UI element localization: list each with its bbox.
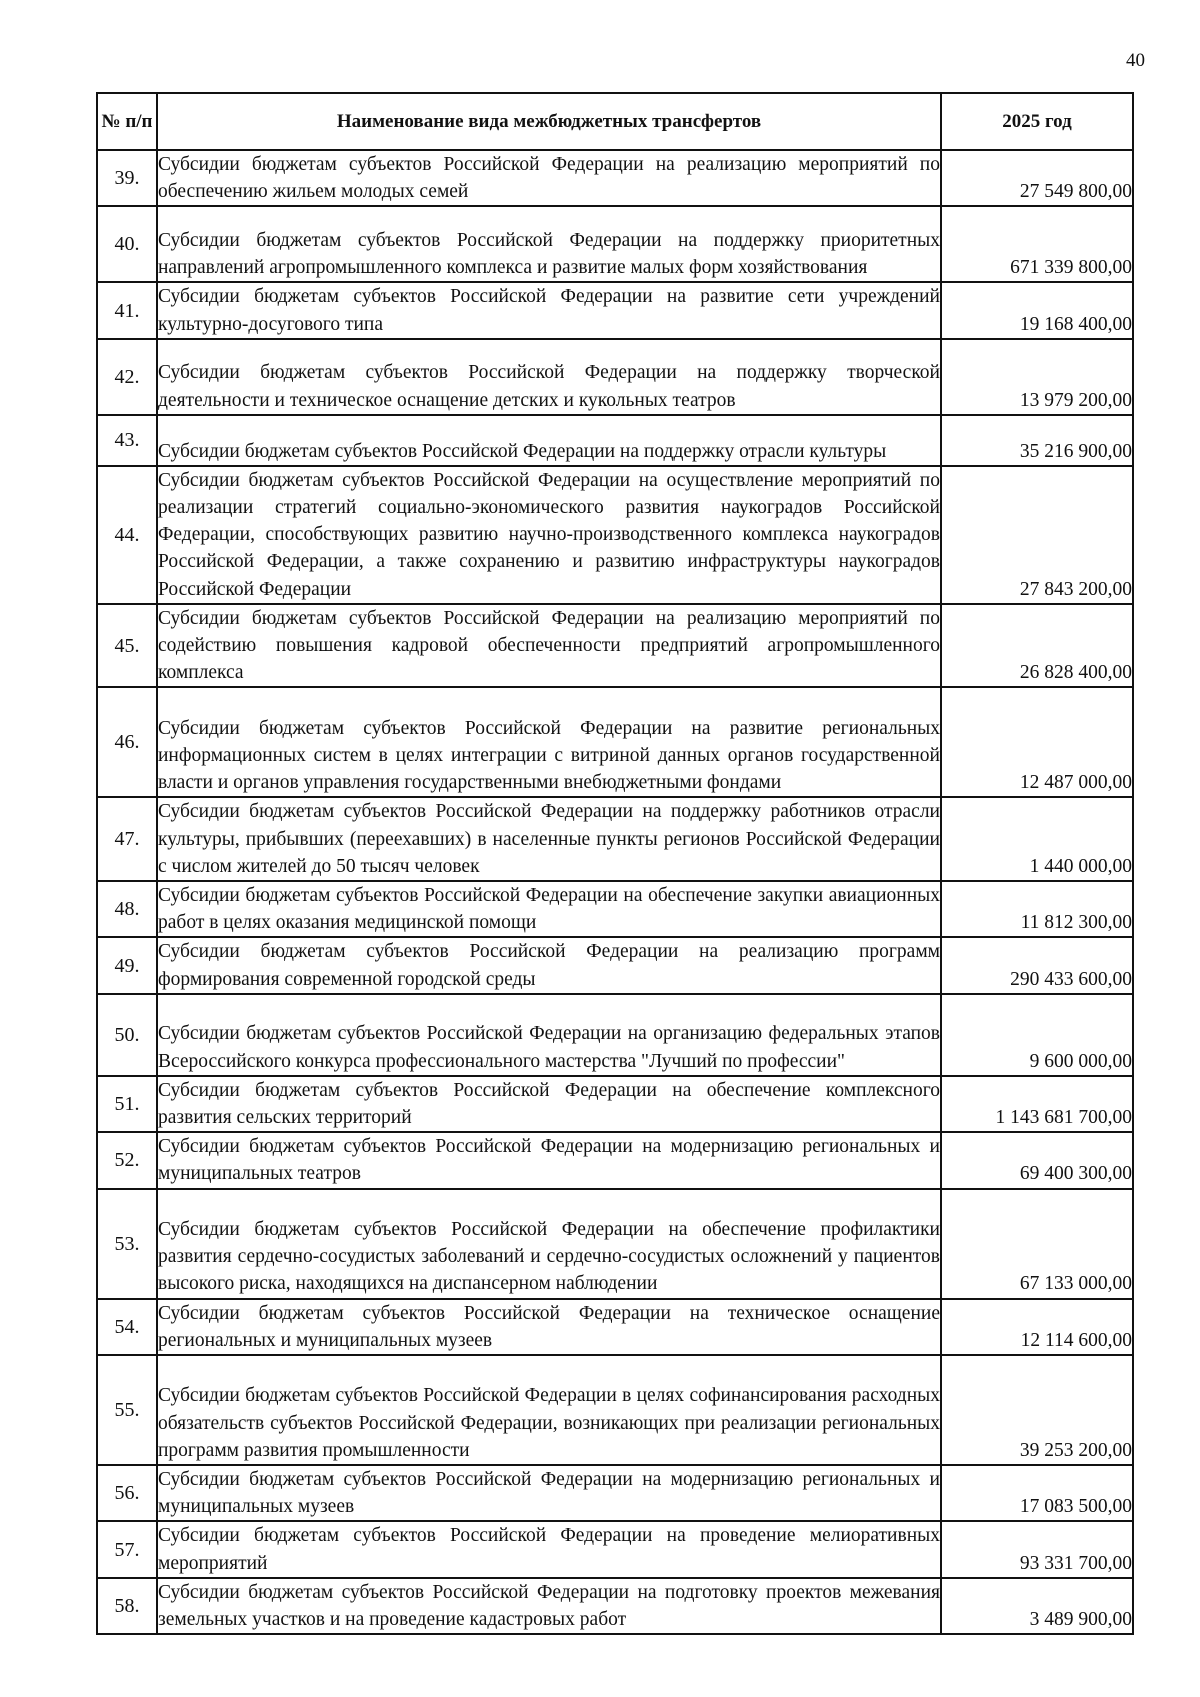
table-row [97, 206, 1133, 282]
row-number: 45. [97, 604, 157, 688]
row-amount: 35 216 900,00 [941, 415, 1133, 466]
table-row [97, 1299, 1133, 1355]
row-number: 56. [97, 1465, 157, 1521]
row-number: 43. [97, 415, 157, 466]
row-number: 55. [97, 1355, 157, 1465]
table-row [97, 1355, 1133, 1465]
table-row [97, 1578, 1133, 1634]
table-row [97, 881, 1133, 937]
row-amount: 671 339 800,00 [941, 206, 1133, 282]
row-name: Субсидии бюджетам субъектов Российской Федерации на развитие региональных информационных систем в целях интеграции с витриной данных органов государственной власти и органов управления государственными внебюджетными фондами [157, 687, 941, 797]
row-name: Субсидии бюджетам субъектов Российской Федерации на поддержку работников отрасли культуры, прибывших (переехавших) в населенные пункты регионов Российской Федерации с числом жителей до 50 тысяч человек [157, 797, 941, 881]
row-name: Субсидии бюджетам субъектов Российской Федерации на обеспечение закупки авиационных работ в целях оказания медицинской помощи [157, 881, 941, 937]
row-number: 49. [97, 937, 157, 993]
row-number: 53. [97, 1189, 157, 1299]
row-number: 46. [97, 687, 157, 797]
row-number: 47. [97, 797, 157, 881]
row-name: Субсидии бюджетам субъектов Российской Федерации в целях софинансирования расходных обязательств субъектов Российской Федерации, возникающих при реализации региональных программ развития промышленности [157, 1355, 941, 1465]
table-row [97, 1132, 1133, 1188]
table-row [97, 1465, 1133, 1521]
table-row [97, 937, 1133, 993]
row-name: Субсидии бюджетам субъектов Российской Федерации на организацию федеральных этапов Всероссийского конкурса профессионального мастерства "Лучший по профессии" [157, 994, 941, 1076]
row-amount: 27 843 200,00 [941, 466, 1133, 604]
row-name: Субсидии бюджетам субъектов Российской Федерации на проведение мелиоративных мероприятий [157, 1521, 941, 1577]
header-name: Наименование вида межбюджетных трансфертов [157, 93, 941, 150]
row-number: 51. [97, 1076, 157, 1132]
row-number: 48. [97, 881, 157, 937]
row-name: Субсидии бюджетам субъектов Российской Федерации на осуществление мероприятий по реализации стратегий социально-экономического развития наукоградов Российской Федерации, способствующих развитию научно-производственного комплекса наукоградов Российской Федерации, а также сохранению и развитию инфраструктуры наукоградов Российской Федерации [157, 466, 941, 604]
row-amount: 13 979 200,00 [941, 339, 1133, 415]
table-row [97, 282, 1133, 338]
row-name: Субсидии бюджетам субъектов Российской Федерации на обеспечение комплексного развития сельских территорий [157, 1076, 941, 1132]
row-amount: 17 083 500,00 [941, 1465, 1133, 1521]
row-amount: 290 433 600,00 [941, 937, 1133, 993]
row-amount: 67 133 000,00 [941, 1189, 1133, 1299]
row-amount: 27 549 800,00 [941, 150, 1133, 206]
transfers-table [96, 92, 1134, 1635]
row-number: 40. [97, 206, 157, 282]
row-name: Субсидии бюджетам субъектов Российской Федерации на модернизацию региональных и муниципальных театров [157, 1132, 941, 1188]
row-amount: 12 114 600,00 [941, 1299, 1133, 1355]
row-amount: 26 828 400,00 [941, 604, 1133, 688]
row-name: Субсидии бюджетам субъектов Российской Федерации на развитие сети учреждений культурно-досугового типа [157, 282, 941, 338]
row-amount: 19 168 400,00 [941, 282, 1133, 338]
row-amount: 1 143 681 700,00 [941, 1076, 1133, 1132]
row-name: Субсидии бюджетам субъектов Российской Федерации на реализацию мероприятий по обеспечению жильем молодых семей [157, 150, 941, 206]
table-row [97, 604, 1133, 688]
row-number: 50. [97, 994, 157, 1076]
row-number: 44. [97, 466, 157, 604]
row-number: 42. [97, 339, 157, 415]
row-amount: 12 487 000,00 [941, 687, 1133, 797]
row-amount: 93 331 700,00 [941, 1521, 1133, 1577]
table-row [97, 339, 1133, 415]
row-amount: 1 440 000,00 [941, 797, 1133, 881]
row-amount: 11 812 300,00 [941, 881, 1133, 937]
row-amount: 3 489 900,00 [941, 1578, 1133, 1634]
row-name: Субсидии бюджетам субъектов Российской Федерации на поддержку отрасли культуры [157, 415, 941, 466]
table-row [97, 994, 1133, 1076]
table-row [97, 150, 1133, 206]
row-number: 41. [97, 282, 157, 338]
row-name: Субсидии бюджетам субъектов Российской Федерации на поддержку творческой деятельности и техническое оснащение детских и кукольных театров [157, 339, 941, 415]
row-name: Субсидии бюджетам субъектов Российской Федерации на модернизацию региональных и муниципальных музеев [157, 1465, 941, 1521]
table-row [97, 687, 1133, 797]
row-number: 39. [97, 150, 157, 206]
row-number: 58. [97, 1578, 157, 1634]
page-number: 40 [1126, 50, 1145, 71]
row-amount: 9 600 000,00 [941, 994, 1133, 1076]
header-number: № п/п [97, 93, 157, 150]
table-row [97, 415, 1133, 466]
table-row [97, 1521, 1133, 1577]
table-header-row [97, 93, 1133, 150]
row-name: Субсидии бюджетам субъектов Российской Федерации на подготовку проектов межевания земельных участков и на проведение кадастровых работ [157, 1578, 941, 1634]
row-name: Субсидии бюджетам субъектов Российской Федерации на поддержку приоритетных направлений агропромышленного комплекса и развитие малых форм хозяйствования [157, 206, 941, 282]
row-number: 52. [97, 1132, 157, 1188]
header-amount: 2025 год [941, 93, 1133, 150]
table-row [97, 797, 1133, 881]
row-amount: 69 400 300,00 [941, 1132, 1133, 1188]
table-row [97, 466, 1133, 604]
row-amount: 39 253 200,00 [941, 1355, 1133, 1465]
table-row [97, 1076, 1133, 1132]
table-row [97, 1189, 1133, 1299]
row-name: Субсидии бюджетам субъектов Российской Федерации на реализацию мероприятий по содействию повышения кадровой обеспеченности предприятий агропромышленного комплекса [157, 604, 941, 688]
row-number: 57. [97, 1521, 157, 1577]
row-name: Субсидии бюджетам субъектов Российской Федерации на реализацию программ формирования современной городской среды [157, 937, 941, 993]
row-number: 54. [97, 1299, 157, 1355]
row-name: Субсидии бюджетам субъектов Российской Федерации на техническое оснащение региональных и муниципальных музеев [157, 1299, 941, 1355]
row-name: Субсидии бюджетам субъектов Российской Федерации на обеспечение профилактики развития сердечно-сосудистых заболеваний и сердечно-сосудистых осложнений у пациентов высокого риска, находящихся на диспансерном наблюдении [157, 1189, 941, 1299]
